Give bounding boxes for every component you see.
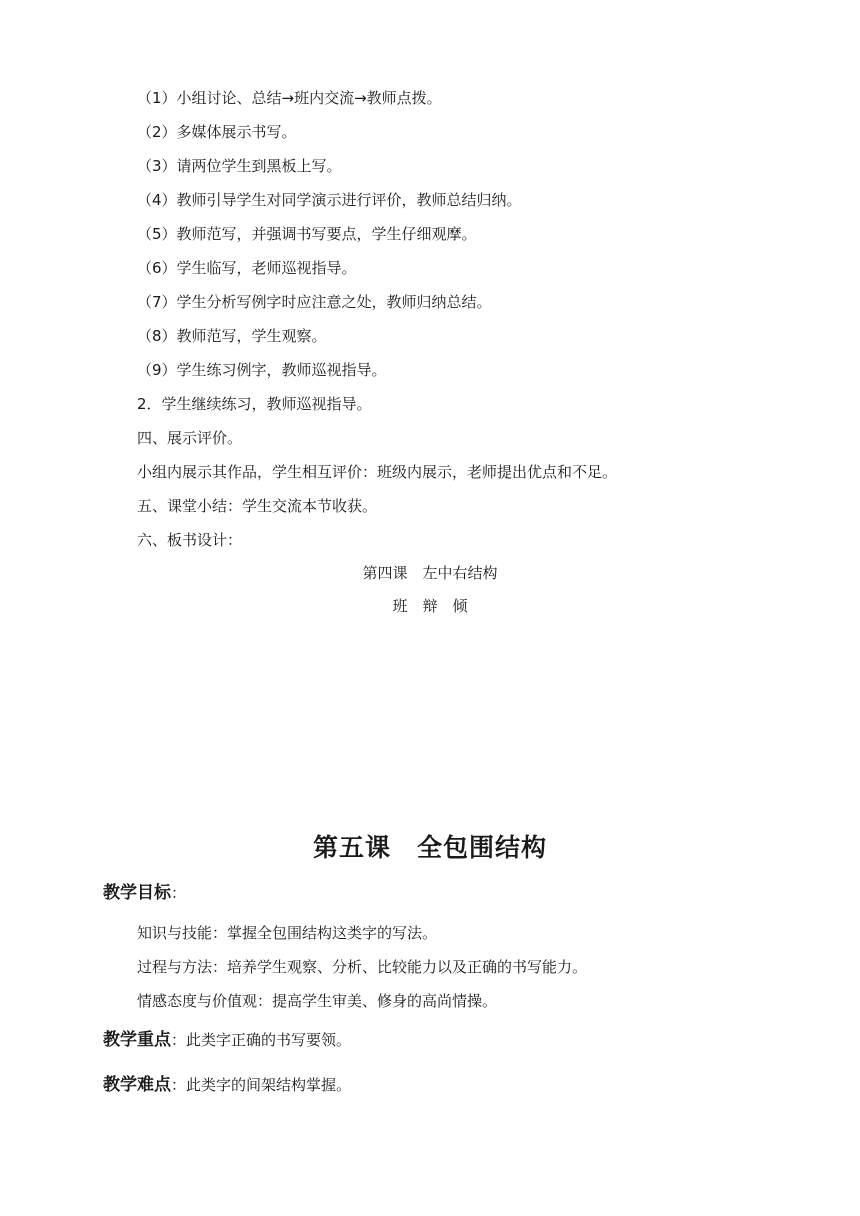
objectives-label: 教学目标: [103, 883, 171, 903]
step-9: （9）学生练习例字，教师巡视指导。: [137, 361, 387, 379]
key-point-label: 教学重点: [103, 1030, 171, 1050]
difficulty-label: 教学难点: [103, 1075, 171, 1095]
step-8: （8）教师范写，学生观察。: [137, 327, 327, 345]
board-design-chars: 班 辩 倾: [392, 597, 468, 615]
objectives-colon: ：: [171, 884, 187, 902]
objectives-heading: [103, 881, 186, 905]
section-6-heading: 六、板书设计：: [137, 531, 243, 549]
board-design-title: 第四课 左中右结构: [362, 564, 498, 582]
point-2: 2．学生继续练习，教师巡视指导。: [137, 395, 372, 413]
step-6: （6）学生临写，老师巡视指导。: [137, 259, 357, 277]
step-5: （5）教师范写，并强调书写要点，学生仔细观摩。: [137, 225, 477, 243]
objective-process: 过程与方法：培养学生观察、分析、比较能力以及正确的书写能力。: [137, 958, 588, 976]
difficulty-heading: [103, 1073, 351, 1097]
objective-knowledge: 知识与技能：掌握全包围结构这类字的写法。: [137, 924, 438, 942]
objective-emotion: 情感态度与价值观：提高学生审美、修身的高尚情操。: [137, 992, 498, 1010]
key-point-text: ：此类字正确的书写要领。: [171, 1031, 352, 1049]
step-4: （4）教师引导学生对同学演示进行评价，教师总结归纳。: [137, 191, 522, 209]
lesson-title: 第五课 全包围结构: [312, 833, 547, 862]
section-4-text: 小组内展示其作品，学生相互评价：班级内展示，老师提出优点和不足。: [137, 463, 618, 481]
step-3: （3）请两位学生到黑板上写。: [137, 157, 342, 175]
section-4-heading: 四、展示评价。: [137, 429, 243, 447]
difficulty-text: ：此类字的间架结构掌握。: [171, 1076, 352, 1094]
key-point-heading: [103, 1028, 351, 1052]
section-5-heading: 五、课堂小结：学生交流本节收获。: [137, 497, 378, 515]
step-1: （1）小组讨论、总结→班内交流→教师点拨。: [137, 89, 442, 107]
step-7: （7）学生分析写例字时应注意之处，教师归纳总结。: [137, 293, 492, 311]
step-2: （2）多媒体展示书写。: [137, 123, 297, 141]
